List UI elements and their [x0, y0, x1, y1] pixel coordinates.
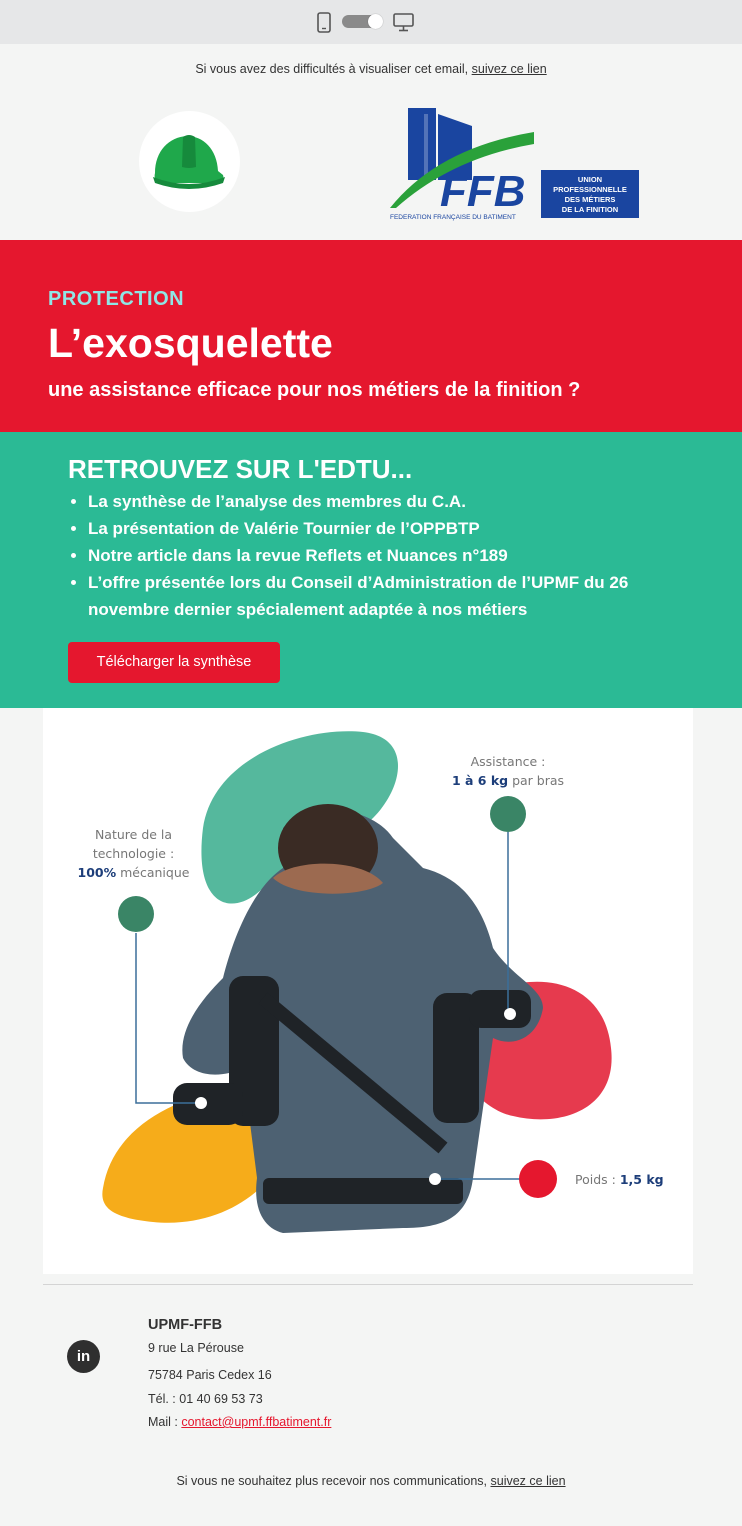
preview-toolbar [0, 0, 742, 44]
hero-title: L’exosquelette [48, 320, 333, 366]
unsubscribe-text: Si vous ne souhaitez plus recevoir nos communications, [176, 1474, 488, 1488]
exo-cuff-right [469, 990, 531, 1028]
exoskeleton-illustration [43, 708, 693, 1274]
annotation-nature-rest: mécanique [116, 865, 190, 880]
footer-address-1: 9 rue La Pérouse [148, 1341, 244, 1355]
linkedin-icon[interactable]: in [67, 1340, 100, 1373]
upmf-line-1: UNION [577, 175, 603, 184]
unsubscribe [0, 1474, 742, 1488]
annotation-nature-line1: Nature de la [94, 827, 173, 842]
dot-nature [118, 896, 154, 932]
annotation-nature-line2: technologie : [92, 846, 175, 861]
annotation-assist-line1: Assistance : [470, 754, 546, 769]
footer-address-2: 75784 Paris Cedex 16 [148, 1368, 272, 1382]
hero-kicker: PROTECTION [48, 288, 185, 310]
annotation-weight-value: 1,5 kg [619, 1172, 664, 1187]
list-item: • La présentation de Valérie Tournier de l’OPPBTP [88, 515, 708, 542]
annotation-assist-value: 1 à 6 kg [451, 773, 509, 788]
exo-cuff-left [173, 1083, 243, 1125]
toggle-knob [368, 14, 383, 29]
preheader-text: Si vous avez des difficultés à visualiser cet email, [195, 62, 469, 76]
footer-mail-row [148, 1415, 331, 1429]
hard-hat-logo [139, 111, 240, 212]
dot-assist [490, 796, 526, 832]
content-section [0, 432, 742, 708]
desktop-icon[interactable] [393, 13, 414, 32]
hero-banner [0, 240, 742, 432]
ffb-caption: FEDERATION FRANÇAISE DU BATIMENT [390, 214, 516, 221]
content-list [68, 488, 708, 623]
footer-divider [43, 1284, 693, 1285]
annotation-assist-line2 [438, 771, 578, 790]
preheader-link[interactable]: suivez ce lien [471, 62, 547, 76]
annotation-nature [71, 825, 196, 882]
dot-weight [519, 1160, 557, 1198]
ffb-building-left [408, 108, 436, 180]
annotation-assist [438, 752, 578, 790]
preheader [0, 62, 742, 76]
annotation-weight-label: Poids : [575, 1172, 620, 1187]
content-title: RETROUVEZ SUR L'EDTU... [68, 454, 413, 484]
list-item: • Notre article dans la revue Reflets et Nuances n°189 [88, 542, 708, 569]
hard-hat-icon [139, 111, 240, 212]
ffb-wordmark: FFB [440, 167, 526, 216]
annotation-assist-rest: par bras [508, 773, 565, 788]
leader-nature [136, 933, 201, 1103]
footer-phone: Tél. : 01 40 69 53 73 [148, 1392, 263, 1406]
list-item: • L’offre présentée lors du Conseil d’Administration de l’UPMF du 26 novembre dernier spécialement adaptée à nos métiers [88, 569, 708, 623]
marker-assist [504, 1008, 516, 1020]
ffb-logo [388, 100, 640, 222]
annotation-nature-value: 100% [77, 865, 117, 880]
annotation-nature-line3 [71, 863, 196, 882]
list-item: • La synthèse de l’analyse des membres du C.A. [88, 488, 708, 515]
illustration-graphic [43, 708, 693, 1274]
marker-weight [429, 1173, 441, 1185]
footer-mail-link[interactable]: contact@upmf.ffbatiment.fr [181, 1415, 332, 1429]
upmf-line-4: DE LA FINITION [561, 205, 619, 214]
mobile-icon[interactable] [317, 12, 331, 33]
hero-subtitle: une assistance efficace pour nos métiers de la finition ? [48, 379, 581, 401]
annotation-weight [575, 1170, 664, 1189]
upmf-line-3: DES MÉTIERS [564, 195, 616, 204]
footer-mail-label: Mail : [148, 1415, 182, 1429]
download-synthesis-button[interactable]: Télécharger la synthèse [68, 642, 280, 683]
upmf-line-2: PROFESSIONNELLE [553, 185, 627, 194]
view-toggle[interactable] [342, 15, 382, 28]
footer-org: UPMF-FFB [148, 1317, 223, 1333]
marker-nature [195, 1097, 207, 1109]
unsubscribe-link[interactable]: suivez ce lien [490, 1474, 566, 1488]
